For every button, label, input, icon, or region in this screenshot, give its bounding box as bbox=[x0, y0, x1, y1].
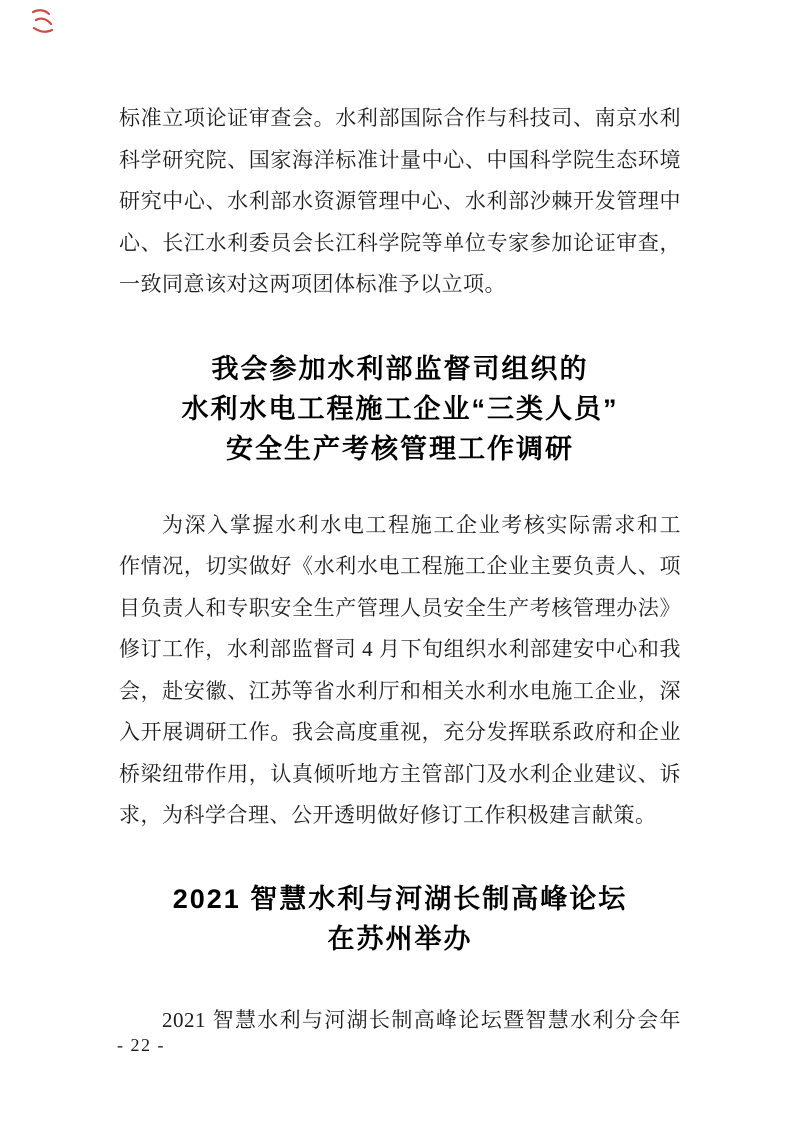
text-line: 心、长江水利委员会长江科学院等单位专家参加论证审查， bbox=[119, 230, 681, 255]
text-line: 标准立项论证审查会。水利部国际合作与科技司、南京水利 bbox=[119, 106, 681, 130]
paragraph-research-details bbox=[119, 505, 681, 837]
red-annotation-mark bbox=[27, 6, 57, 40]
text-line: 为深入掌握水利水电工程施工企业考核实际需求和工 bbox=[162, 512, 681, 537]
title-line: 2021 智慧水利与河湖长制高峰论坛 bbox=[172, 883, 628, 914]
title-line: 安全生产考核管理工作调研 bbox=[226, 433, 574, 464]
text-line: 一致同意该对这两项团体标准予以立项。 bbox=[119, 272, 506, 296]
article-title-smart-water-forum bbox=[119, 879, 681, 959]
text-line: 入开展调研工作。我会高度重视，充分发挥联系政府和企业 bbox=[119, 720, 681, 744]
text-line: 2021 智慧水利与河湖长制高峰论坛暨智慧水利分会年 bbox=[162, 1007, 681, 1032]
text-line: 科学研究院、国家海洋标准计量中心、中国科学院生态环境 bbox=[119, 147, 681, 172]
text-line: 会，赴安徽、江苏等省水利厅和相关水利水电施工企业，深 bbox=[119, 678, 681, 703]
paragraph-forum-intro bbox=[119, 1000, 681, 1042]
text-line: 目负责人和专职安全生产管理人员安全生产考核管理办法》 bbox=[119, 595, 681, 620]
text-line: 作情况，切实做好《水利水电工程施工企业主要负责人、项 bbox=[119, 554, 681, 578]
text-line: 研究中心、水利部水资源管理中心、水利部沙棘开发管理中 bbox=[119, 189, 681, 213]
title-line: 水利水电工程施工企业“三类人员” bbox=[181, 393, 619, 424]
page-content bbox=[119, 98, 681, 1041]
page-number: - 22 - bbox=[117, 1035, 165, 1055]
article-title-safety-research bbox=[119, 349, 681, 469]
text-line: 求，为科学合理、公开透明做好修订工作积极建言献策。 bbox=[119, 803, 657, 827]
title-line: 我会参加水利部监督司组织的 bbox=[211, 353, 589, 384]
paragraph-standards-review bbox=[119, 98, 681, 306]
text-line: 桥梁纽带作用，认真倾听地方主管部门及水利企业建议、诉 bbox=[119, 761, 681, 786]
text-line: 修订工作，水利部监督司 4 月下旬组织水利部建安中心和我 bbox=[119, 637, 681, 661]
title-line: 在苏州举办 bbox=[327, 923, 473, 954]
